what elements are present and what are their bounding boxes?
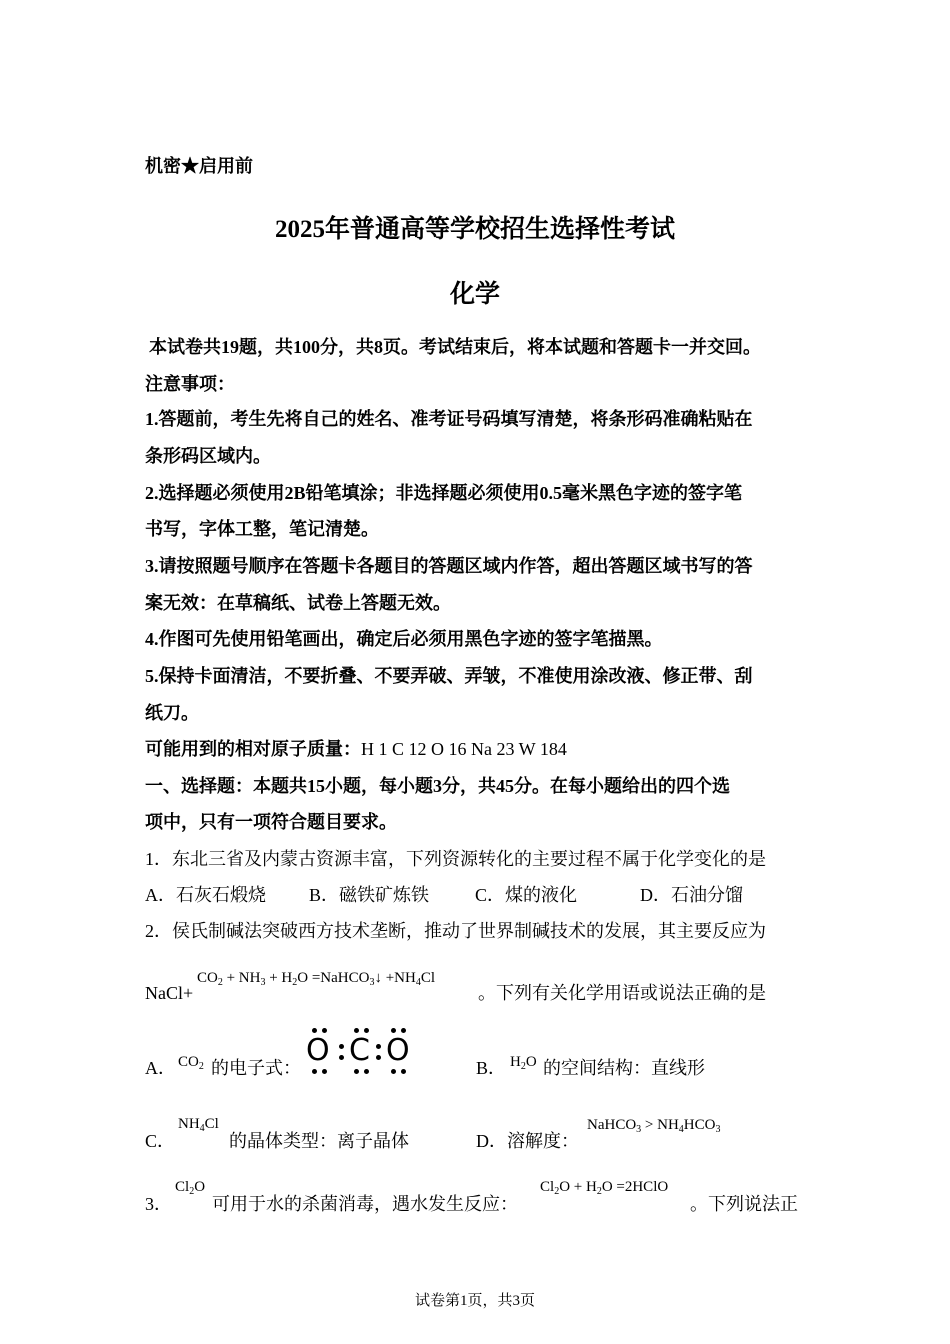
page-footer: 试卷第1页，共3页 [414,1293,535,1309]
electron-dot [364,1069,369,1074]
question-2-option-c-label: C． [145,1131,176,1151]
electron-dot [391,1028,396,1033]
notice-5-line-1: 5.保持卡面清洁，不要折叠、不要弄破、弄皱，不准使用涂改液、修正带、刮 [145,666,753,686]
subject-title: 化学 [449,281,500,308]
notice-3-line-2: 案无效：在草稿纸、试卷上答题无效。 [145,593,451,613]
lewis-carbon: C [349,1033,370,1068]
section-1-heading-line-2: 项中，只有一项符合题目要求。 [145,812,397,832]
lewis-oxygen-left: O [306,1033,330,1068]
notice-2-line-1: 2.选择题必须使用2B铅笔填涂；非选择题必须使用0.5毫米黑色字迹的签字笔 [145,483,743,503]
electron-dot [354,1028,359,1033]
question-2-equation: $CO_2 + NH_3 + H_2O$ =NaHCO$_3$↓ $+NH_4Cl$ [197,970,436,988]
question-2-tail: 。下列有关化学用语或说法正确的是 [478,983,766,1003]
question-3-tail: 。下列说法正 [690,1194,798,1214]
question-2-option-a-text: 的电子式： [211,1058,301,1078]
question-1-stem: 1．东北三省及内蒙古资源丰富，下列资源转化的主要过程不属于化学变化的是 [145,849,766,869]
question-3-equation: $Cl_2O + H_2O$ =2HClO [540,1179,669,1197]
cl2o-formula: $Cl_2O$ [175,1179,206,1197]
section-1-heading-line-1: 一、选择题：本题共15小题，每小题3分，共45分。在每小题给出的四个选 [145,776,730,796]
atomic-mass-line [145,738,567,760]
electron-dot [376,1044,381,1049]
question-2-reactant: NaCl+ [145,983,194,1003]
notice-5-line-2: 纸刀。 [145,703,199,723]
question-2-stem: 2．侯氏制碱法突破西方技术垄断，推动了世界制碱技术的发展，其主要反应为 [145,921,766,941]
notice-heading: 注意事项： [145,374,235,394]
notice-4: 4.作图可先使用铅笔画出，确定后必须用黑色字迹的签字笔描黑。 [145,629,663,649]
notice-1-line-2: 条形码区域内。 [145,446,271,466]
atomic-mass-label: 可能用到的相对原子质量： [145,739,361,759]
electron-dot [364,1028,369,1033]
co2-formula: $CO_2$ [178,1054,204,1072]
notice-3-line-1: 3.请按照题号顺序在答题卡各题目的答题区域内作答，超出答题区域书写的答 [145,556,753,576]
electron-dot [339,1044,344,1049]
exam-title: 2025年普通高等学校招生选择性考试 [274,216,675,243]
electron-dot [312,1069,317,1074]
question-1-option-b: B．磁铁矿炼铁 [309,885,430,905]
electron-dot [322,1069,327,1074]
electron-dot [322,1028,327,1033]
question-2-option-b-label: B． [476,1058,507,1078]
question-3-number: 3． [145,1194,172,1214]
question-1-option-d: D．石油分馏 [640,885,743,905]
question-2-option-c-text: 的晶体类型：离子晶体 [229,1131,409,1151]
electron-dot [354,1069,359,1074]
question-2-option-d-label: D．溶解度： [476,1131,579,1151]
notice-2-line-2: 书写，字体工整，笔记清楚。 [145,519,379,539]
electron-dot [376,1055,381,1060]
electron-dot [401,1069,406,1074]
question-2-option-a-label: A． [145,1058,176,1078]
atomic-mass-values: H 1 C 12 O 16 Na 23 W 184 [361,739,567,759]
question-1-option-a: A．石灰石煅烧 [145,885,266,905]
question-2-option-b-text: 的空间结构：直线形 [543,1058,705,1078]
electron-dot [401,1028,406,1033]
h2o-formula: $H_2O$ [510,1054,537,1072]
notice-1-line-1: 1.答题前，考生先将自己的姓名、准考证号码填写清楚，将条形码准确粘贴在 [145,409,753,429]
question-1-option-c: C．煤的液化 [475,885,578,905]
intro-text: 本试卷共19题，共100分，共8页。考试结束后，将本试题和答题卡一并交回。 [149,337,761,357]
electron-dot [391,1069,396,1074]
lewis-oxygen-right: O [386,1033,410,1068]
question-3-text: 可用于水的杀菌消毒，遇水发生反应： [212,1194,518,1214]
co2-lewis-structure [304,1026,414,1076]
electron-dot [312,1028,317,1033]
electron-dot [339,1055,344,1060]
classification-label: 机密★启用前 [145,156,253,176]
nh4cl-formula: $NH_4Cl$ [178,1116,219,1134]
solubility-comparison: NaHCO$_3$ > $NH_4HCO_3$ [587,1117,721,1135]
